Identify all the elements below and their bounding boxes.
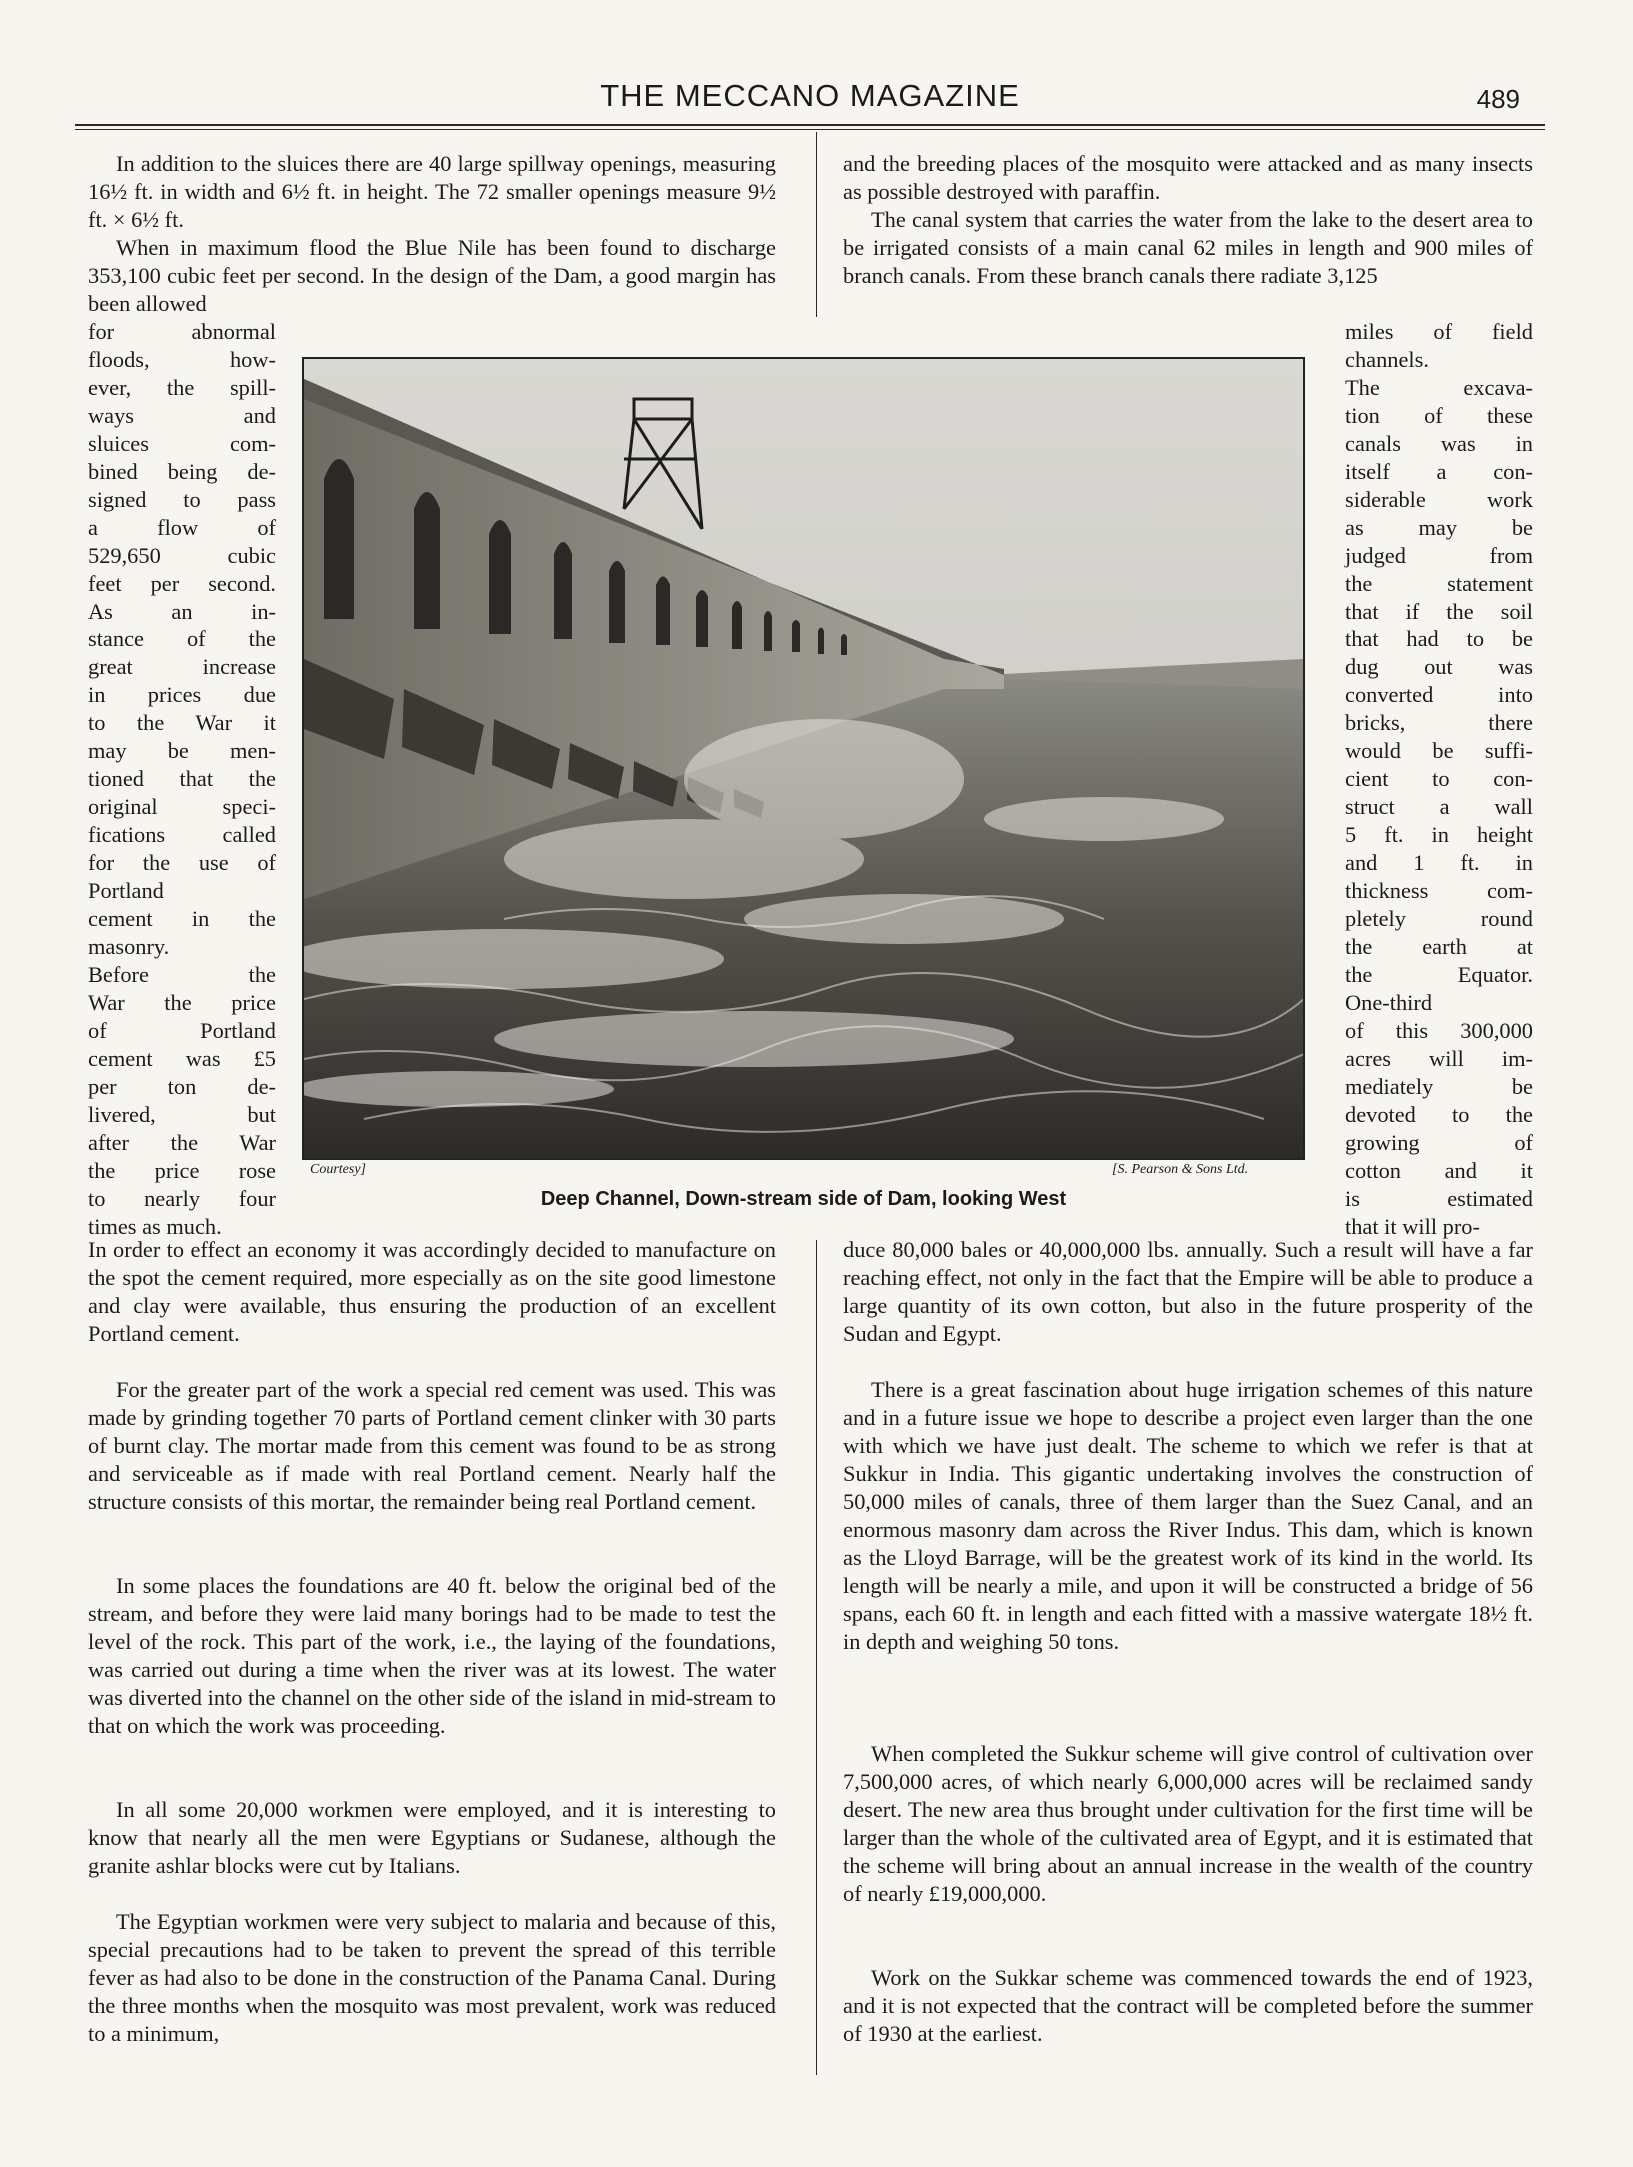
left-wrap-line: bined being de-	[88, 458, 276, 484]
left-wrap-line: signed to pass	[88, 486, 276, 512]
left-wrap-line: cement in the	[88, 906, 276, 932]
left-wrap-line: masonry.	[88, 933, 170, 959]
left-wrap-line: ways and	[88, 402, 276, 428]
right-wrap-line: itself a con-	[1345, 458, 1533, 484]
right-wrap-line: is estimated	[1345, 1185, 1533, 1211]
left-wrap-line: a flow of	[88, 514, 276, 540]
left-wrap-line: in prices due	[88, 682, 276, 708]
left-wrap-line: to nearly four	[88, 1185, 276, 1211]
left-wrap-line: As an in-	[88, 598, 276, 624]
left-wrap-text	[88, 318, 276, 1240]
right-wrap-line: tion of these	[1345, 402, 1533, 428]
right-wrap-line: that if the soil	[1345, 598, 1533, 624]
right-wrap-line: growing of	[1345, 1129, 1533, 1155]
left-paragraph-4: For the greater part of the work a special red cement was used. This was made by grinding together 70 parts of Portland cement clinker with 30 parts of burnt clay. The mortar made from this cement was found to be as strong and serviceable as if made with real Portland cement. Nearly half the structure consists of this mortar, the remainder being real Portland cement.	[88, 1377, 776, 1514]
left-wrap-line: feet per second.	[88, 570, 276, 596]
right-wrap-line: struct a wall	[1345, 794, 1533, 820]
right-wrap-line: would be suffi-	[1345, 738, 1533, 764]
page-number: 489	[1476, 84, 1520, 114]
page-header	[75, 78, 1545, 118]
right-wrap-line: 5 ft. in height	[1345, 822, 1533, 848]
right-wrap-line: the statement	[1345, 570, 1533, 596]
left-wrap-line: tioned that the	[88, 766, 276, 792]
left-wrap-line: may be men-	[88, 738, 276, 764]
left-wrap-line: fications called	[88, 822, 276, 848]
left-wrap-line: livered, but	[88, 1101, 276, 1127]
left-paragraph-1: In addition to the sluices there are 40 large spillway openings, measuring 16½ ft. in width and 6½ ft. in height. The 72 smaller openings measure 9½ ft. × 6½ ft.	[88, 151, 776, 232]
dam-photograph	[302, 357, 1305, 1160]
left-wrap-line: Portland	[88, 878, 164, 904]
left-wrap-line: to the War it	[88, 710, 276, 736]
right-wrap-line: acres will im-	[1345, 1045, 1533, 1071]
left-wrap-line: original speci-	[88, 794, 276, 820]
right-paragraph-5: When completed the Sukkur scheme will give control of cultivation over 7,500,000 acres, of which nearly 6,000,000 acres will be reclaimed sandy desert. The new area thus brought under cultivation for the first time will be larger than the whole of the cultivated area of Egypt, and it is estimated that the scheme will bring about an annual increase in the wealth of the country of nearly £19,000,000.	[843, 1741, 1533, 1906]
left-wrap-line: stance of the	[88, 626, 276, 652]
right-paragraph-3: duce 80,000 bales or 40,000,000 lbs. annually. Such a result will have a far reaching effect, not only in the fact that the Empire will be able to produce a large quantity of its own cotton, but also in the future prosperity of the Sudan and Egypt.	[843, 1237, 1533, 1346]
right-wrap-line: and 1 ft. in	[1345, 850, 1533, 876]
left-paragraph-7: The Egyptian workmen were very subject to malaria and because of this, special precautions had to be taken to prevent the spread of this terrible fever as had also to be done in the construction of the Panama Canal. During the three months when the mosquito was most prevalent, work was reduced to a minimum,	[88, 1909, 776, 2046]
right-wrap-line: The excava-	[1345, 374, 1533, 400]
right-wrap-line: pletely round	[1345, 906, 1533, 932]
magazine-title: THE MECCANO MAGAZINE	[600, 78, 1020, 113]
right-wrap-line: dug out was	[1345, 654, 1533, 680]
right-wrap-line: converted into	[1345, 682, 1533, 708]
right-wrap-line: mediately be	[1345, 1073, 1533, 1099]
left-wrap-line: great increase	[88, 654, 276, 680]
left-wrap-line: for abnormal	[88, 319, 276, 344]
left-paragraph-6: In all some 20,000 workmen were employed, and it is interesting to know that nearly all the men were Egyptians or Sudanese, although the granite ashlar blocks were cut by Italians.	[88, 1797, 776, 1878]
right-wrap-line: miles of field	[1345, 319, 1533, 344]
right-paragraph-4: There is a great fascination about huge irrigation schemes of this nature and in a future issue we hope to describe a project even larger than the one with which we have just dealt. The scheme to which we refer is that at Sukkur in India. This gigantic undertaking involves the construction of 50,000 miles of canals, three of them larger than the Suez Canal, and an enormous masonry dam across the River Indus. This dam, which is known as the Lloyd Barrage, will be the greatest work of its kind in the world. Its length will be nearly a mile, and upon it will be constructed a bridge of 56 spans, each 60 ft. in length and each fitted with a massive watergate 18½ ft. in depth and weighing 50 tons.	[843, 1377, 1533, 1654]
right-wrap-line: One-third	[1345, 989, 1433, 1015]
left-wrap-line: 529,650 cubic	[88, 542, 276, 568]
left-wrap-line: per ton de-	[88, 1073, 276, 1099]
header-rule-thin	[75, 129, 1545, 130]
right-wrap-line: channels.	[1345, 346, 1429, 372]
right-wrap-line: judged from	[1345, 542, 1533, 568]
column-divider-top	[816, 132, 817, 317]
right-paragraph-2: The canal system that carries the water from the lake to the desert area to be irrigated consists of a main canal 62 miles in length and 900 miles of branch canals. From these branch canals there radiate 3,125	[843, 207, 1533, 288]
right-wrap-line: that had to be	[1345, 626, 1533, 652]
header-rule-thick	[75, 124, 1545, 126]
left-wrap-line: of Portland	[88, 1017, 276, 1043]
figure-caption: Deep Channel, Down-stream side of Dam, looking West	[540, 1188, 1067, 1210]
column-divider-bottom	[816, 1240, 817, 2075]
photo-credit-right: [S. Pearson & Sons Ltd.	[1112, 1162, 1249, 1177]
right-wrap-line: thickness com-	[1345, 878, 1533, 904]
left-wrap-line: cement was £5	[88, 1045, 276, 1071]
left-paragraph-3: In order to effect an economy it was accordingly decided to manufacture on the spot the cement required, more especially as on the site good limestone and clay were available, thus ensuring the production of an excellent Portland cement.	[88, 1237, 776, 1346]
right-wrap-line: cotton and it	[1345, 1157, 1533, 1183]
right-wrap-line: of this 300,000	[1345, 1017, 1533, 1043]
left-wrap-line: the price rose	[88, 1157, 276, 1183]
left-wrap-line: Before the	[88, 961, 276, 987]
left-paragraph-2: When in maximum flood the Blue Nile has been found to discharge 353,100 cubic feet per second. In the design of the Dam, a good margin has been allowed	[88, 235, 776, 316]
photo-credit-left: Courtesy]	[310, 1162, 366, 1177]
left-wrap-line: sluices com-	[88, 430, 276, 456]
left-wrap-line: ever, the spill-	[88, 374, 276, 400]
right-wrap-line: cient to con-	[1345, 766, 1533, 792]
right-wrap-line: that it will pro-	[1345, 1213, 1480, 1239]
left-wrap-line: times as much.	[88, 1213, 222, 1239]
left-wrap-line: floods, how-	[88, 346, 276, 372]
right-wrap-line: bricks, there	[1345, 710, 1533, 736]
right-wrap-line: siderable work	[1345, 486, 1533, 512]
right-wrap-line: devoted to the	[1345, 1101, 1533, 1127]
right-wrap-line: the Equator.	[1345, 961, 1533, 987]
right-wrap-line: as may be	[1345, 514, 1533, 540]
left-paragraph-5: In some places the foundations are 40 ft. below the original bed of the stream, and before they were laid many borings had to be made to test the level of the rock. This part of the work, i.e., the laying of the foundations, was carried out during a time when the river was at its lowest. The water was diverted into the channel on the other side of the island in mid-stream to that on which the work was proceeding.	[88, 1573, 776, 1738]
right-paragraph-6: Work on the Sukkar scheme was commenced towards the end of 1923, and it is not expected that the contract will be completed before the summer of 1930 at the earliest.	[843, 1965, 1533, 2046]
right-wrap-line: canals was in	[1345, 430, 1533, 456]
right-paragraph-1: and the breeding places of the mosquito were attacked and as many insects as possible destroyed with paraffin.	[843, 151, 1533, 204]
right-wrap-line: the earth at	[1345, 933, 1533, 959]
right-wrap-text	[1345, 318, 1533, 1240]
left-wrap-line: after the War	[88, 1129, 276, 1155]
left-wrap-line: War the price	[88, 989, 276, 1015]
left-wrap-line: for the use of	[88, 850, 276, 876]
